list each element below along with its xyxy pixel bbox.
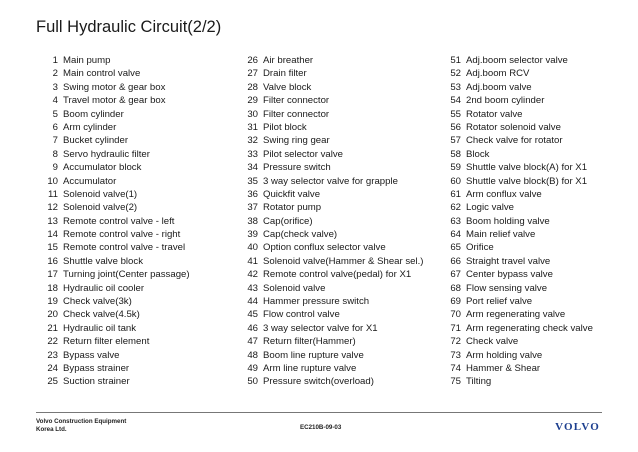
legend-item-label: Solenoid valve(2) xyxy=(63,202,138,214)
legend-item-number: 72 xyxy=(450,336,461,348)
legend-item-number: 23 xyxy=(47,349,58,361)
legend-item xyxy=(236,268,436,281)
legend-item-label: Travel motor & gear box xyxy=(63,95,166,107)
legend-item-number: 9 xyxy=(52,162,58,174)
legend-item-number: 67 xyxy=(450,269,461,281)
legend-item xyxy=(36,308,236,321)
legend-item-number: 57 xyxy=(450,135,461,147)
legend-item-number: 61 xyxy=(450,188,461,200)
legend-item-number: 18 xyxy=(47,282,58,294)
legend-item-label: Cap(check valve) xyxy=(263,229,338,241)
legend-item-number: 47 xyxy=(247,336,258,348)
legend-item-label: Main control valve xyxy=(63,68,141,80)
legend-item-label: Flow control valve xyxy=(263,309,340,321)
legend-item xyxy=(236,215,436,228)
legend-item-label: Block xyxy=(466,148,490,160)
legend-item-label: Air breather xyxy=(263,55,314,66)
legend-item-number: 28 xyxy=(247,81,258,93)
legend-item-label: Boom holding valve xyxy=(466,215,550,227)
legend-item-number: 75 xyxy=(450,376,461,388)
legend-item-number: 41 xyxy=(247,255,258,267)
legend-item xyxy=(36,322,236,335)
legend-item-label: Remote control valve - travel xyxy=(63,242,186,254)
legend-item-label: Rotator pump xyxy=(263,202,322,214)
legend-item-label: Cap(orifice) xyxy=(263,215,313,227)
legend-item-label: Tilting xyxy=(466,376,492,388)
legend-item-number: 14 xyxy=(47,229,58,241)
legend-item-label: Remote control valve(pedal) for X1 xyxy=(263,269,412,281)
legend-item-label: Rotator valve xyxy=(466,108,523,120)
legend-item xyxy=(236,94,436,107)
legend-item-label: Drain filter xyxy=(263,68,307,80)
legend-item-number: 36 xyxy=(247,188,258,200)
legend-item-number: 12 xyxy=(47,202,58,214)
legend-item-number: 26 xyxy=(247,55,258,66)
legend-item-label: Swing motor & gear box xyxy=(63,81,166,93)
legend-item xyxy=(36,255,236,268)
legend-item xyxy=(439,94,619,107)
legend-item-number: 46 xyxy=(247,322,258,334)
legend-item-label: Check valve xyxy=(466,336,519,348)
legend-item-number: 54 xyxy=(450,95,461,107)
legend-item xyxy=(439,121,619,134)
legend-item-label: 3 way selector valve for grapple xyxy=(263,175,398,187)
legend-item-label: Main relief valve xyxy=(466,229,536,241)
legend-item-number: 58 xyxy=(450,148,461,160)
legend-item-number: 15 xyxy=(47,242,58,254)
legend-item xyxy=(439,175,619,188)
legend-item-number: 50 xyxy=(247,376,258,388)
legend-item-label: Quickfit valve xyxy=(263,188,321,200)
legend-item-number: 69 xyxy=(450,296,461,308)
legend-item xyxy=(236,255,436,268)
legend-item-label: Swing ring gear xyxy=(263,135,330,147)
legend-item-number: 8 xyxy=(52,148,58,160)
footer-doc-code: EC210B-09-03 xyxy=(300,424,342,431)
legend-item-number: 60 xyxy=(450,175,461,187)
legend-item-number: 7 xyxy=(52,135,58,147)
legend-item xyxy=(236,54,436,67)
legend-item-label: Check valve for rotator xyxy=(466,135,563,147)
legend-item-number: 51 xyxy=(450,55,461,66)
legend-item xyxy=(36,54,236,67)
legend-item-label: Servo hydraulic filter xyxy=(63,148,150,160)
legend-item xyxy=(439,228,619,241)
legend-item xyxy=(236,349,436,362)
legend-item-number: 65 xyxy=(450,242,461,254)
legend-item xyxy=(36,241,236,254)
legend-item-label: Remote control valve - left xyxy=(63,215,175,227)
legend-item-number: 38 xyxy=(247,215,258,227)
legend-item xyxy=(236,81,436,94)
legend-item xyxy=(439,241,619,254)
legend-item-label: Turning joint(Center passage) xyxy=(63,269,190,281)
legend-item-label: Arm conflux valve xyxy=(466,188,542,200)
legend-item-label: Bucket cylinder xyxy=(63,135,129,147)
legend-item xyxy=(36,94,236,107)
legend-item xyxy=(236,335,436,348)
legend-item xyxy=(439,322,619,335)
legend-item-number: 56 xyxy=(450,121,461,133)
legend-column-1 xyxy=(36,54,236,389)
legend-item-number: 13 xyxy=(47,215,58,227)
legend-item-label: Hammer pressure switch xyxy=(263,296,370,308)
legend-item-label: Bypass valve xyxy=(63,349,120,361)
legend-item-label: Filter connector xyxy=(263,108,330,120)
legend-item xyxy=(236,308,436,321)
legend-item-label: Boom cylinder xyxy=(63,108,124,120)
volvo-logo: VOLVO xyxy=(555,421,600,433)
legend-item-number: 43 xyxy=(247,282,258,294)
legend-item xyxy=(36,215,236,228)
legend-item-label: Shuttle valve block xyxy=(63,255,143,267)
legend-item xyxy=(236,188,436,201)
legend-item-number: 73 xyxy=(450,349,461,361)
legend-item-label: Arm regenerating check valve xyxy=(466,322,593,334)
legend-item xyxy=(36,161,236,174)
legend-item-label: Return filter(Hammer) xyxy=(263,336,356,348)
legend-item-number: 42 xyxy=(247,269,258,281)
legend-item xyxy=(36,268,236,281)
legend-item-label: Pilot selector valve xyxy=(263,148,343,160)
legend-item-number: 6 xyxy=(52,121,58,133)
legend-item-label: Arm line rupture valve xyxy=(263,362,357,374)
legend-item-number: 20 xyxy=(47,309,58,321)
footer-company xyxy=(36,418,126,434)
legend-item xyxy=(439,134,619,147)
legend-item-label: Filter connector xyxy=(263,95,330,107)
legend-item xyxy=(36,148,236,161)
legend-item-label: Hammer & Shear xyxy=(466,362,541,374)
legend-item-label: Return filter element xyxy=(63,336,150,348)
legend-item xyxy=(36,201,236,214)
legend-item-label: Check valve(3k) xyxy=(63,296,132,308)
legend-item-number: 44 xyxy=(247,296,258,308)
legend-item-label: Center bypass valve xyxy=(466,269,553,281)
legend-item-number: 45 xyxy=(247,309,258,321)
legend-item-label: Orifice xyxy=(466,242,494,254)
legend-item-number: 71 xyxy=(450,322,461,334)
legend-item-number: 55 xyxy=(450,108,461,120)
legend-item xyxy=(36,134,236,147)
legend-item xyxy=(236,161,436,174)
legend-item-label: Arm cylinder xyxy=(63,121,117,133)
legend-item-number: 27 xyxy=(247,68,258,80)
legend-item xyxy=(236,67,436,80)
legend-item-number: 40 xyxy=(247,242,258,254)
legend-item xyxy=(36,121,236,134)
legend-item-number: 66 xyxy=(450,255,461,267)
legend-item-number: 10 xyxy=(47,175,58,187)
legend-item xyxy=(36,175,236,188)
legend-item-number: 25 xyxy=(47,376,58,388)
legend-item-number: 5 xyxy=(52,108,58,120)
legend-item-label: Hydraulic oil tank xyxy=(63,322,137,334)
legend-item xyxy=(36,295,236,308)
legend-item-number: 30 xyxy=(247,108,258,120)
legend-item-number: 74 xyxy=(450,362,461,374)
legend-item xyxy=(439,375,619,388)
legend-item-number: 59 xyxy=(450,162,461,174)
legend-item xyxy=(36,188,236,201)
legend-item-number: 33 xyxy=(247,148,258,160)
legend-item xyxy=(36,67,236,80)
legend-item xyxy=(439,282,619,295)
legend-item xyxy=(236,121,436,134)
legend-item-label: Logic valve xyxy=(466,202,514,214)
legend-item xyxy=(236,175,436,188)
legend-item xyxy=(439,108,619,121)
legend-item-number: 48 xyxy=(247,349,258,361)
legend-item-number: 21 xyxy=(47,322,58,334)
legend-item-number: 37 xyxy=(247,202,258,214)
footer-company-line1: Volvo Construction Equipment xyxy=(36,418,127,425)
legend-item-label: Pressure switch xyxy=(263,162,331,174)
legend-item-label: Flow sensing valve xyxy=(466,282,548,294)
legend-item-number: 24 xyxy=(47,362,58,374)
legend-item xyxy=(236,362,436,375)
legend-item xyxy=(236,228,436,241)
legend-item xyxy=(439,67,619,80)
legend-item xyxy=(236,148,436,161)
legend-item-number: 16 xyxy=(47,255,58,267)
legend-item xyxy=(236,241,436,254)
legend-item-label: Rotator solenoid valve xyxy=(466,121,561,133)
legend-item xyxy=(236,375,436,388)
legend-item xyxy=(439,215,619,228)
legend-item-number: 32 xyxy=(247,135,258,147)
legend-item-number: 39 xyxy=(247,229,258,241)
legend-item-number: 29 xyxy=(247,95,258,107)
legend-item xyxy=(36,228,236,241)
legend-item-label: Adj.boom valve xyxy=(466,81,532,93)
legend-item-number: 63 xyxy=(450,215,461,227)
legend-item-label: Solenoid valve xyxy=(263,282,326,294)
legend-item-label: Valve block xyxy=(263,81,312,93)
page-title: Full Hydraulic Circuit(2/2) xyxy=(36,18,222,36)
legend-item-label: Pilot block xyxy=(263,121,307,133)
legend-item-number: 22 xyxy=(47,336,58,348)
legend-item-label: Accumulator block xyxy=(63,162,142,174)
legend-item-label: Option conflux selector valve xyxy=(263,242,386,254)
legend-item-label: Boom line rupture valve xyxy=(263,349,364,361)
legend-item-label: Shuttle valve block(A) for X1 xyxy=(466,162,588,174)
legend-item-label: Adj.boom RCV xyxy=(466,68,530,80)
legend-item-number: 49 xyxy=(247,362,258,374)
legend-item xyxy=(439,255,619,268)
legend-item-number: 34 xyxy=(247,162,258,174)
legend-item xyxy=(236,134,436,147)
legend-item xyxy=(439,54,619,67)
legend-item-number: 19 xyxy=(47,296,58,308)
legend-item-label: Accumulator xyxy=(63,175,117,187)
legend-item-number: 52 xyxy=(450,68,461,80)
legend-item-label: Hydraulic oil cooler xyxy=(63,282,145,294)
legend-item-number: 35 xyxy=(247,175,258,187)
legend-item-label: Remote control valve - right xyxy=(63,229,181,241)
legend-item-number: 1 xyxy=(52,55,58,66)
legend-item xyxy=(439,201,619,214)
legend-item-label: Check valve(4.5k) xyxy=(63,309,140,321)
legend-item-label: Main pump xyxy=(63,55,111,66)
legend-item-label: Solenoid valve(Hammer & Shear sel.) xyxy=(263,255,424,267)
legend-item xyxy=(36,375,236,388)
legend-item xyxy=(439,308,619,321)
legend-item-number: 3 xyxy=(52,81,58,93)
legend-item-label: Port relief valve xyxy=(466,296,533,308)
legend-item-label: Shuttle valve block(B) for X1 xyxy=(466,175,588,187)
legend-item xyxy=(36,282,236,295)
legend-item-number: 11 xyxy=(48,188,58,200)
legend-item-number: 68 xyxy=(450,282,461,294)
legend-item xyxy=(439,268,619,281)
legend-item xyxy=(439,362,619,375)
legend-item xyxy=(236,322,436,335)
legend-item-label: Bypass strainer xyxy=(63,362,130,374)
legend-item xyxy=(439,295,619,308)
legend-column-2 xyxy=(236,54,436,389)
legend-item-label: Adj.boom selector valve xyxy=(466,55,568,66)
legend-item xyxy=(236,282,436,295)
legend-item-number: 4 xyxy=(52,95,58,107)
legend-item xyxy=(439,349,619,362)
legend-item xyxy=(439,188,619,201)
legend-item-label: Arm regenerating valve xyxy=(466,309,566,321)
legend-item xyxy=(36,349,236,362)
legend-item xyxy=(236,295,436,308)
legend-item xyxy=(439,148,619,161)
legend-item xyxy=(36,81,236,94)
legend-item-label: 2nd boom cylinder xyxy=(466,95,545,107)
legend-item-label: Solenoid valve(1) xyxy=(63,188,138,200)
legend-item-number: 64 xyxy=(450,229,461,241)
footer-company-line2: Korea Ltd. xyxy=(36,426,67,433)
legend-item-number: 2 xyxy=(52,68,58,80)
legend-item xyxy=(236,108,436,121)
legend-item-number: 17 xyxy=(47,269,58,281)
legend-item xyxy=(439,81,619,94)
legend-item-label: Straight travel valve xyxy=(466,255,551,267)
legend-item xyxy=(439,161,619,174)
legend-item xyxy=(236,201,436,214)
legend-item-label: Pressure switch(overload) xyxy=(263,376,374,388)
legend-item-label: Suction strainer xyxy=(63,376,130,388)
legend-item-label: Arm holding valve xyxy=(466,349,543,361)
legend-item-number: 62 xyxy=(450,202,461,214)
legend-item xyxy=(439,335,619,348)
legend-item-label: 3 way selector valve for X1 xyxy=(263,322,378,334)
legend-item-number: 70 xyxy=(450,309,461,321)
legend-item xyxy=(36,108,236,121)
legend-item-number: 31 xyxy=(247,121,258,133)
footer-divider xyxy=(36,412,602,413)
legend-item xyxy=(36,335,236,348)
legend-item xyxy=(36,362,236,375)
legend-column-3 xyxy=(439,54,619,389)
legend-item-number: 53 xyxy=(450,81,461,93)
